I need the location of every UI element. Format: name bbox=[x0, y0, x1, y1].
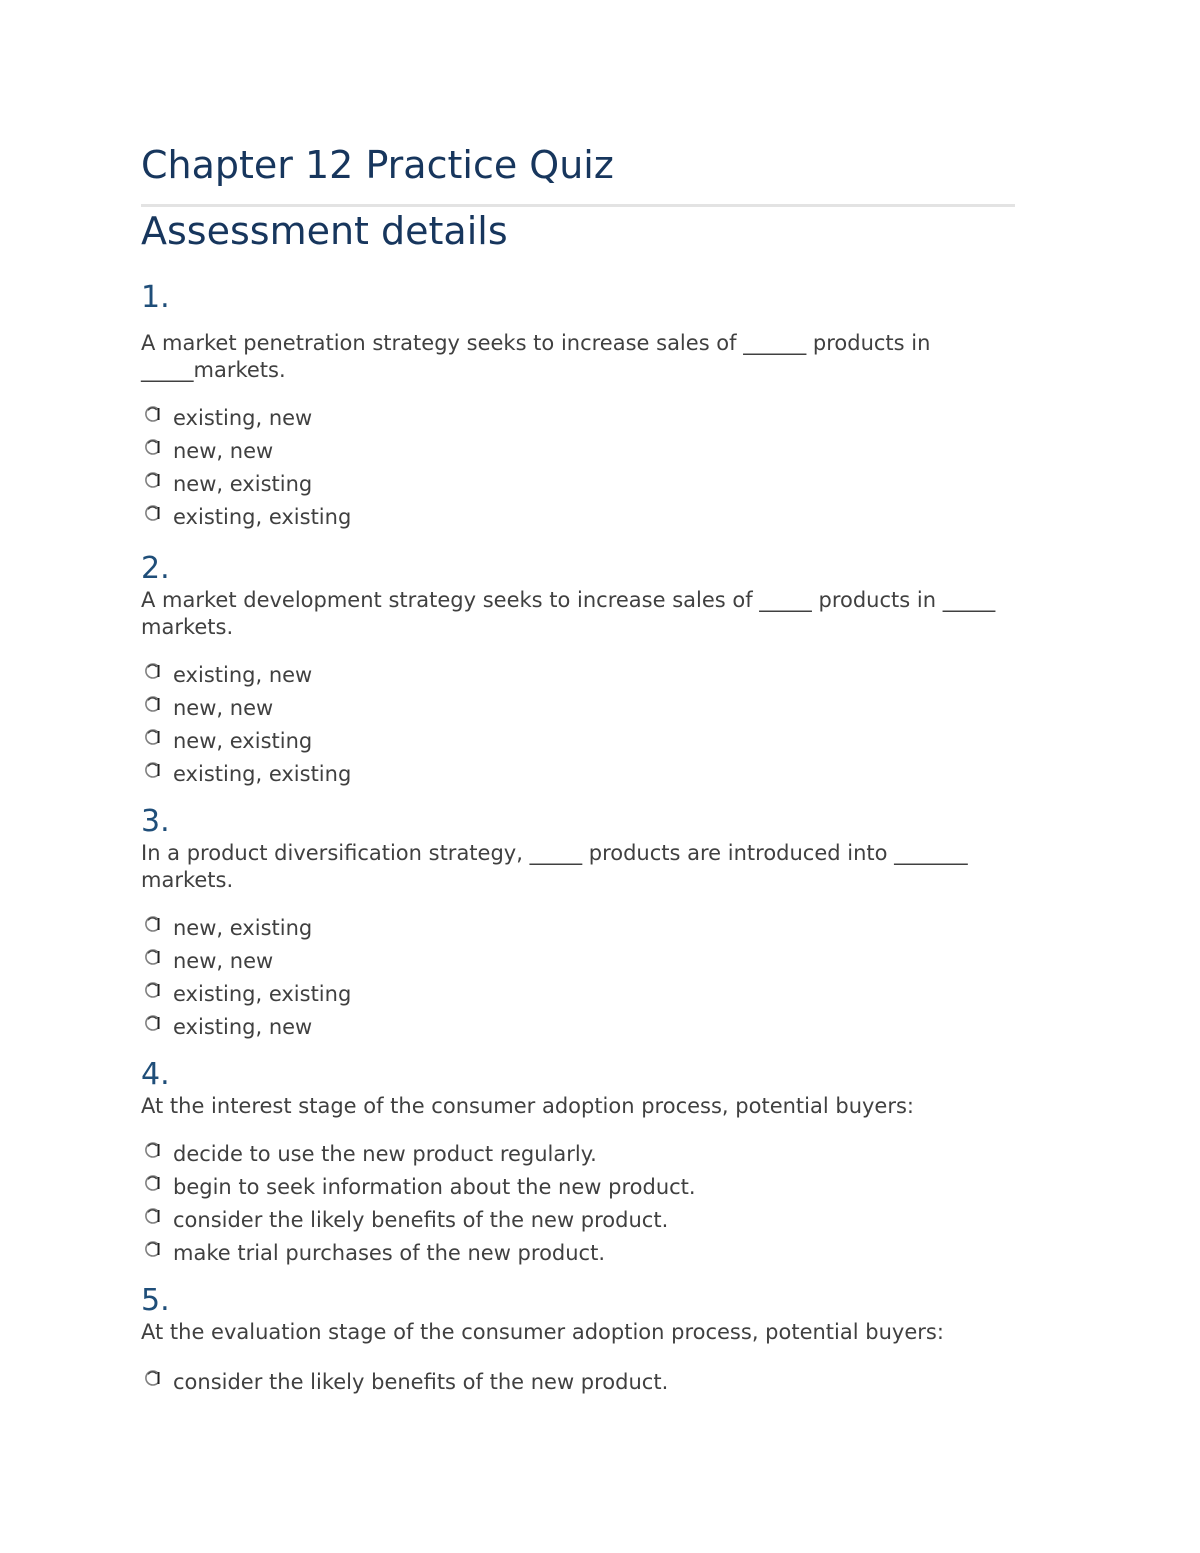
answer-option[interactable] bbox=[141, 1204, 1061, 1237]
option-label: existing, existing bbox=[173, 505, 352, 529]
radio-button-icon[interactable] bbox=[141, 727, 163, 747]
option-label: new, new bbox=[173, 439, 274, 463]
question-1 bbox=[141, 280, 1061, 534]
question-5 bbox=[141, 1283, 1061, 1399]
option-label: begin to seek information about the new product. bbox=[173, 1175, 696, 1199]
option-label: new, new bbox=[173, 949, 274, 973]
radio-button-icon[interactable] bbox=[141, 1239, 163, 1259]
radio-button-icon[interactable] bbox=[141, 470, 163, 490]
question-3 bbox=[141, 804, 1061, 1044]
answer-options bbox=[141, 659, 1061, 791]
answer-option[interactable] bbox=[141, 725, 1061, 758]
answer-options bbox=[141, 1366, 1061, 1399]
option-label: existing, new bbox=[173, 663, 313, 687]
answer-option[interactable] bbox=[141, 1138, 1061, 1171]
question-number: 2. bbox=[141, 551, 170, 586]
option-label: new, existing bbox=[173, 729, 313, 753]
question-number: 4. bbox=[141, 1057, 170, 1092]
answer-option[interactable] bbox=[141, 1011, 1061, 1044]
answer-option[interactable] bbox=[141, 501, 1061, 534]
answer-option[interactable] bbox=[141, 912, 1061, 945]
answer-option[interactable] bbox=[141, 945, 1061, 978]
radio-button-icon[interactable] bbox=[141, 980, 163, 1000]
answer-option[interactable] bbox=[141, 1171, 1061, 1204]
answer-option[interactable] bbox=[141, 402, 1061, 435]
radio-button-icon[interactable] bbox=[141, 503, 163, 523]
document-title: Chapter 12 Practice Quiz bbox=[141, 143, 614, 187]
question-number: 1. bbox=[141, 280, 170, 315]
radio-button-icon[interactable] bbox=[141, 1140, 163, 1160]
radio-button-icon[interactable] bbox=[141, 404, 163, 424]
assessment-details-heading: Assessment details bbox=[141, 209, 508, 253]
question-number: 5. bbox=[141, 1283, 170, 1318]
answer-options bbox=[141, 912, 1061, 1044]
question-text: At the evaluation stage of the consumer adoption process, potential buyers: bbox=[141, 1320, 944, 1344]
option-label: consider the likely benefits of the new product. bbox=[173, 1370, 669, 1394]
radio-button-icon[interactable] bbox=[141, 1368, 163, 1388]
option-label: make trial purchases of the new product. bbox=[173, 1241, 606, 1265]
answer-option[interactable] bbox=[141, 468, 1061, 501]
radio-button-icon[interactable] bbox=[141, 914, 163, 934]
question-4 bbox=[141, 1057, 1061, 1270]
question-text: In a product diversification strategy, _____ products are introduced into _______ markets. bbox=[141, 841, 968, 892]
question-text: A market penetration strategy seeks to increase sales of ______ products in _____markets. bbox=[141, 331, 931, 382]
option-label: new, new bbox=[173, 696, 274, 720]
option-label: existing, existing bbox=[173, 762, 352, 786]
answer-option[interactable] bbox=[141, 435, 1061, 468]
radio-button-icon[interactable] bbox=[141, 661, 163, 681]
answer-option[interactable] bbox=[141, 659, 1061, 692]
option-label: new, existing bbox=[173, 916, 313, 940]
option-label: consider the likely benefits of the new product. bbox=[173, 1208, 669, 1232]
radio-button-icon[interactable] bbox=[141, 1173, 163, 1193]
radio-button-icon[interactable] bbox=[141, 1206, 163, 1226]
option-label: existing, existing bbox=[173, 982, 352, 1006]
radio-button-icon[interactable] bbox=[141, 760, 163, 780]
radio-button-icon[interactable] bbox=[141, 694, 163, 714]
question-2 bbox=[141, 551, 1061, 791]
question-number: 3. bbox=[141, 804, 170, 839]
answer-option[interactable] bbox=[141, 978, 1061, 1011]
answer-options bbox=[141, 402, 1061, 534]
option-label: existing, new bbox=[173, 1015, 313, 1039]
radio-button-icon[interactable] bbox=[141, 1013, 163, 1033]
radio-button-icon[interactable] bbox=[141, 437, 163, 457]
option-label: existing, new bbox=[173, 406, 313, 430]
answer-option[interactable] bbox=[141, 1237, 1061, 1270]
option-label: new, existing bbox=[173, 472, 313, 496]
option-label: decide to use the new product regularly. bbox=[173, 1142, 597, 1166]
answer-option[interactable] bbox=[141, 692, 1061, 725]
question-text: A market development strategy seeks to increase sales of _____ products in _____ markets. bbox=[141, 588, 996, 639]
answer-option[interactable] bbox=[141, 758, 1061, 791]
radio-button-icon[interactable] bbox=[141, 947, 163, 967]
answer-options bbox=[141, 1138, 1061, 1270]
answer-option[interactable] bbox=[141, 1366, 1061, 1399]
question-text: At the interest stage of the consumer adoption process, potential buyers: bbox=[141, 1094, 915, 1118]
